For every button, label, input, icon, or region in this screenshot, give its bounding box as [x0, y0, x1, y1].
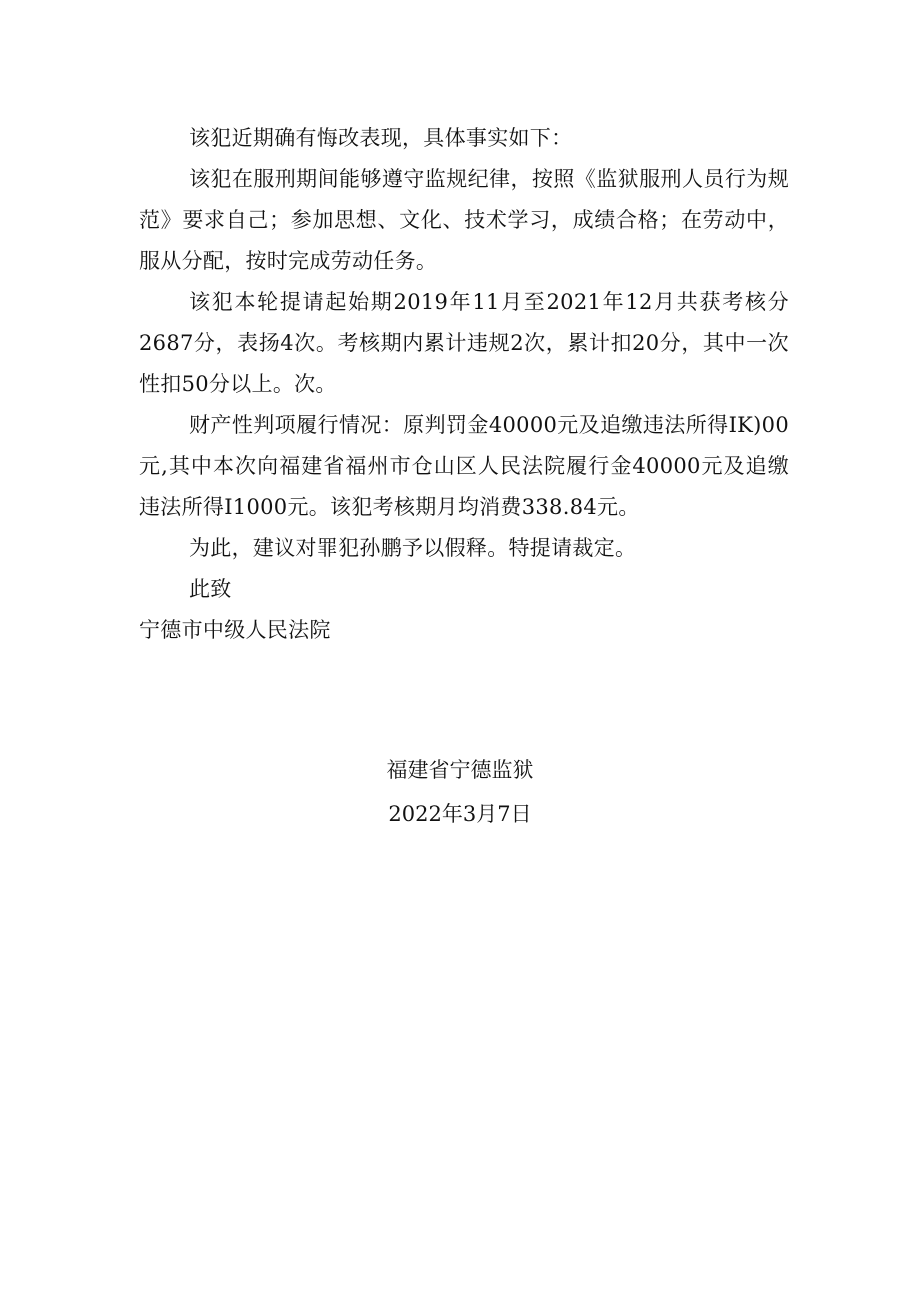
paragraph-assessment: 该犯本轮提请起始期2019年11月至2021年12月共获考核分2687分，表扬4次。考核期内累计违规2次，累计扣20分，其中一次性扣50分以上。次。 [139, 290, 789, 396]
signature-block [0, 748, 920, 836]
recipient: 宁德市中级人民法院 [139, 618, 331, 642]
paragraph-recommendation: 为此，建议对罪犯孙鹏予以假释。特提请裁定。 [189, 536, 637, 560]
signature-date: 2022年3月7日 [388, 802, 532, 826]
paragraph-salutation: 此致 [189, 577, 232, 601]
signature-organization: 福建省宁德监狱 [386, 758, 534, 782]
paragraph-conduct: 该犯在服刑期间能够遵守监规纪律，按照《监狱服刑人员行为规范》要求自己；参加思想、文化、技术学习，成绩合格；在劳动中，服从分配，按时完成劳动任务。 [139, 167, 789, 273]
paragraph-property: 财产性判项履行情况：原判罚金40000元及追缴违法所得IK)00元,其中本次向福建省福州市仓山区人民法院履行金40000元及追缴违法所得I1000元。该犯考核期月均消费338.84元。 [139, 413, 789, 519]
paragraph-intro: 该犯近期确有悔改表现，具体事实如下： [189, 126, 573, 150]
document-body [139, 118, 789, 651]
